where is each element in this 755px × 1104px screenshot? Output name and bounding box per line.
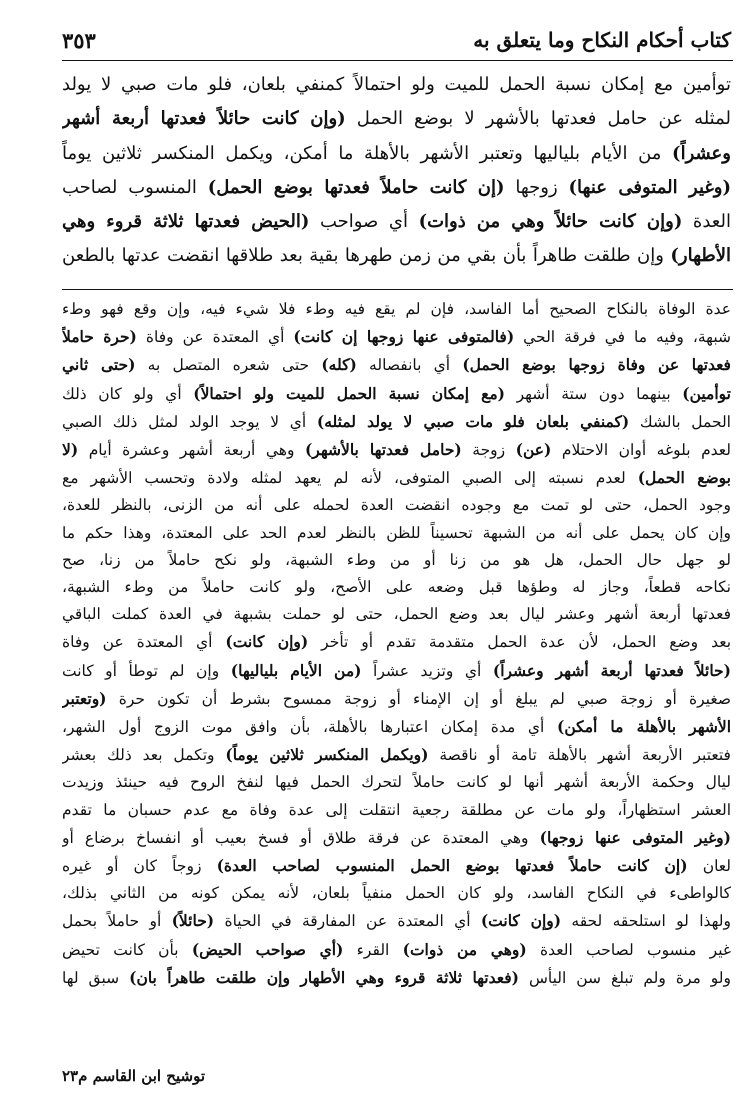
text-run: أي ولو كان ذلك <box>62 384 194 403</box>
bold-matn-text: (وإن كانت) <box>480 911 562 931</box>
bold-matn-text: (حتى ثاني <box>62 355 136 375</box>
commentary-line <box>62 852 731 880</box>
commentary-line <box>62 964 731 992</box>
commentary-line <box>62 520 731 547</box>
commentary-line <box>62 824 731 852</box>
page-footer <box>62 1061 731 1091</box>
text-run: أو حاملاً بحمل <box>62 912 172 931</box>
commentary-line <box>62 380 731 408</box>
text-run: غير منسوب لصاحب العدة <box>526 940 731 959</box>
text-run: وإن طلقت طاهراً بأن بقي من زمن طهرها بقية بعد طلاقها انقضت عدتها بالطعن <box>62 245 671 267</box>
text-run: أي بانفصاله <box>356 356 463 375</box>
bold-matn-text: (لا <box>62 440 79 460</box>
commentary-line <box>62 351 731 379</box>
text-run: توأمين مع إمكان نسبة الحمل للميت ولو احتمالاً كمنفي بلعان، فلو مات صبي لا يولد <box>62 74 731 95</box>
text-run: عدة الوفاة بالنكاح الصحيح أما الفاسد، فإن لم يقع فيه وطء فلا شيء فيه، وإن وقع فهو وطء <box>62 300 731 318</box>
running-header <box>62 22 731 58</box>
text-run: أي المعتدة عن وفاة <box>62 633 226 652</box>
commentary-line <box>62 436 731 464</box>
text-run: صغيرة أو زوجة صبي لم يبلغ أو إن الإمناء أو زوجة ممسوح بشرط أن تكون حرة <box>106 689 731 708</box>
bold-matn-text: فعدتها عن وفاة زوجها بوضع الحمل) <box>462 355 731 375</box>
text-run: ليال وحكمة الأربعة أشهر أنها لو كانت حاملاً لتحرك الحمل فيها لنفخ الروح فيه حينئذ وزيدت <box>62 773 731 792</box>
text-run: ولو مرة ولم تبلغ سن اليأس <box>518 968 731 987</box>
bold-matn-text: (مع إمكان نسبة الحمل للميت ولو احتمالاً) <box>193 383 506 403</box>
commentary-line <box>62 323 731 351</box>
bold-matn-text: (وتعتبر <box>62 688 107 708</box>
text-run: وهي المعتدة عن فرقة طلاق أو فسخ بعيب أو انفساخ برضاع أو <box>62 828 540 847</box>
chapter-title: كتاب أحكام النكاح وما يتعلق به <box>473 28 731 52</box>
text-run: وجود الحمل، حتى لو تمت مع وجوده انقضت العدة لحمله على أنه من الزنى، بالنظر للعدة، <box>62 496 731 515</box>
bold-matn-text: (وغير المتوفى عنها) <box>568 176 731 198</box>
bold-matn-text: (فالمتوفى عنها زوجها إن كانت) <box>293 327 515 347</box>
main-text <box>62 68 731 274</box>
text-run: لعدم نسبته إلى الصبي المتوفى، لأنه لم يعهد لمثله ولادة وتحسب الأشهر مع <box>62 469 638 488</box>
bold-matn-text: بوضع الحمل) <box>637 468 731 488</box>
text-run: لعان <box>687 857 731 876</box>
text-run: الحمل بالشك <box>629 412 731 431</box>
commentary-line <box>62 408 731 436</box>
bold-matn-text: (من الأيام بلياليها) <box>230 660 362 680</box>
text-run: وإن لم توطأ أو كانت <box>62 661 231 680</box>
text-run: وتكمل بعد ذلك بعشر <box>62 746 226 765</box>
bold-matn-text: توأمين) <box>682 383 731 403</box>
footnote-divider <box>62 289 733 290</box>
bold-matn-text: (ويكمل المنكسر ثلاثين يوماً) <box>225 745 429 765</box>
text-run: لمثله عن حامل فعدتها بالأشهر لا بوضع الحمل <box>345 108 731 130</box>
bold-matn-text: (إن كانت حاملاً فعدتها بوضع الحمل) <box>207 176 505 198</box>
bold-matn-text: (وغير المتوفى عنها زوجها) <box>539 827 731 847</box>
text-run: كالواطىء في النكاح الفاسد، ولو كان الحمل منفياً بلعان، لأنه يمكن كونه من الثاني بذلك، <box>62 884 731 903</box>
bold-matn-text: (كله) <box>321 355 357 375</box>
text-run: حتى شعره المتصل به <box>135 356 322 375</box>
text-run: لعدم بلوغه أوان الاحتلام <box>551 441 731 460</box>
text-run: القرء <box>343 940 403 959</box>
bold-matn-text: (وإن كانت حائلاً وهي من ذوات) <box>418 211 683 233</box>
commentary-line <box>62 769 731 796</box>
text-run: بعد وضع الحمل، لأن عدة الحمل متقدمة تقدم أو تأخر <box>308 633 731 652</box>
text-run: أي المعتدة عن وفاة <box>136 328 294 347</box>
text-run: المنسوب لصاحب <box>62 176 208 198</box>
main-text-line <box>62 239 731 273</box>
text-run: أي صواحب <box>309 211 419 233</box>
header-rule <box>62 60 733 61</box>
text-run: العشر استظهاراً، ولو مات عن مطلقة رجعية انتقلت إلى عدة وفاة مع عدم حسبان ما تقدم <box>62 800 731 819</box>
bold-matn-text: (حامل فعدتها بالأشهر) <box>304 440 462 460</box>
bold-matn-text: وعشراً) <box>672 142 731 164</box>
text-run: شبهة، وفيه ما في فرقة الحي <box>514 328 731 347</box>
text-run: أي مدة إمكان اعتبارها بالأهلة، بأن وافق موت الزوج أول الشهر، <box>62 718 558 737</box>
main-text-line <box>62 102 731 136</box>
text-run: نكاحه قطعاً، وجاز له وطؤها قبل وضعه على الأصح، ولو كانت حاملاً من وطء الشبهة، <box>62 578 731 597</box>
bold-matn-text: (حائلاً فعدتها أربعة أشهر وعشراً) <box>492 660 731 680</box>
commentary-line <box>62 685 731 713</box>
text-run: أي وتزيد عشراً <box>361 661 493 680</box>
commentary-line <box>62 880 731 907</box>
text-run: وهي أربعة أشهر وعشرة أيام <box>78 441 305 460</box>
text-run: أي لا يوجد الولد لمثل ذلك الصبي <box>62 412 317 431</box>
text-run: فعدتها أربعة أشهر وعشر ليال بعد وضع الحمل، حتى لو حملت بشبهة في العدة كملت الباقي <box>62 605 731 624</box>
bold-matn-text: (وإن كانت) <box>225 632 309 652</box>
bold-matn-text: (حرة حاملاً <box>62 327 137 347</box>
text-run: ولهذا لو استلحقه لحقه <box>561 912 731 931</box>
main-text-line <box>62 137 731 171</box>
commentary-line <box>62 492 731 519</box>
commentary-line <box>62 797 731 824</box>
commentary-line <box>62 574 731 601</box>
commentary-line <box>62 296 731 323</box>
bold-matn-text: (كمنفي بلعان فلو مات صبي لا يولد لمثله) <box>316 411 630 431</box>
text-run: لو جهل حال الحمل، هل هو من زنا أو من وطء الشبهة، ولو نكح حاملاً من زنا، صح <box>62 550 731 569</box>
bold-matn-text: (وهي من ذوات) <box>402 939 527 959</box>
text-run: زوجها <box>504 176 569 198</box>
bold-matn-text: (عن) <box>515 440 552 460</box>
text-run: العدة <box>682 211 731 233</box>
commentary-line <box>62 628 731 656</box>
text-run: زوجة <box>461 441 516 460</box>
bold-matn-text: (حائلاً) <box>171 911 215 931</box>
text-run: بأن كانت تحيض <box>62 940 192 959</box>
commentary-line <box>62 464 731 492</box>
bold-matn-text: (فعدتها ثلاثة قروء وهي الأطهار وإن طلقت طاهراً بان) <box>129 967 519 987</box>
text-run: أي المعتدة عن المفارقة في الحياة <box>214 912 481 931</box>
main-text-line <box>62 68 731 102</box>
commentary-line <box>62 936 731 964</box>
bold-matn-text: (أي صواحب الحيض) <box>191 939 344 959</box>
commentary-line <box>62 741 731 769</box>
text-run: فتعتبر الأربعة أشهر بالأهلة تامة أو ناقصة <box>428 746 731 765</box>
signature-mark: توشيح ابن القاسم م٢٣ <box>62 1067 205 1085</box>
main-text-line <box>62 205 731 239</box>
text-run: من الأيام بلياليها وتعتبر الأشهر بالأهلة ما أمكن، ويكمل المنكسر ثلاثين يوماً <box>62 142 673 164</box>
commentary-line <box>62 713 731 741</box>
main-text-line <box>62 171 731 205</box>
commentary-line <box>62 601 731 628</box>
bold-matn-text: (الحيض فعدتها ثلاثة قروء وهي <box>62 211 310 233</box>
commentary-line <box>62 547 731 574</box>
text-run: زوجاً كان أو غيره <box>62 857 217 876</box>
text-run: بينهما دون ستة أشهر <box>505 384 683 403</box>
bold-matn-text: الأطهار) <box>670 245 731 267</box>
bold-matn-text: الأشهر بالأهلة ما أمكن) <box>557 717 731 737</box>
page-number: ٣٥٣ <box>62 27 96 53</box>
commentary-line <box>62 657 731 685</box>
commentary-text <box>62 296 731 992</box>
bold-matn-text: (وإن كانت حائلاً فعدتها أربعة أشهر <box>62 108 346 130</box>
text-run: وإن كان يحمل على أنه من الشبهة تحسيناً للظن بالنظر لعدم الحد على المعتدة، وهذا حكم ما <box>62 523 731 542</box>
commentary-line <box>62 907 731 935</box>
bold-matn-text: (إن كانت حاملاً فعدتها بوضع الحمل المنسوب لصاحب العدة) <box>216 856 688 876</box>
text-run: سبق لها <box>62 968 130 987</box>
